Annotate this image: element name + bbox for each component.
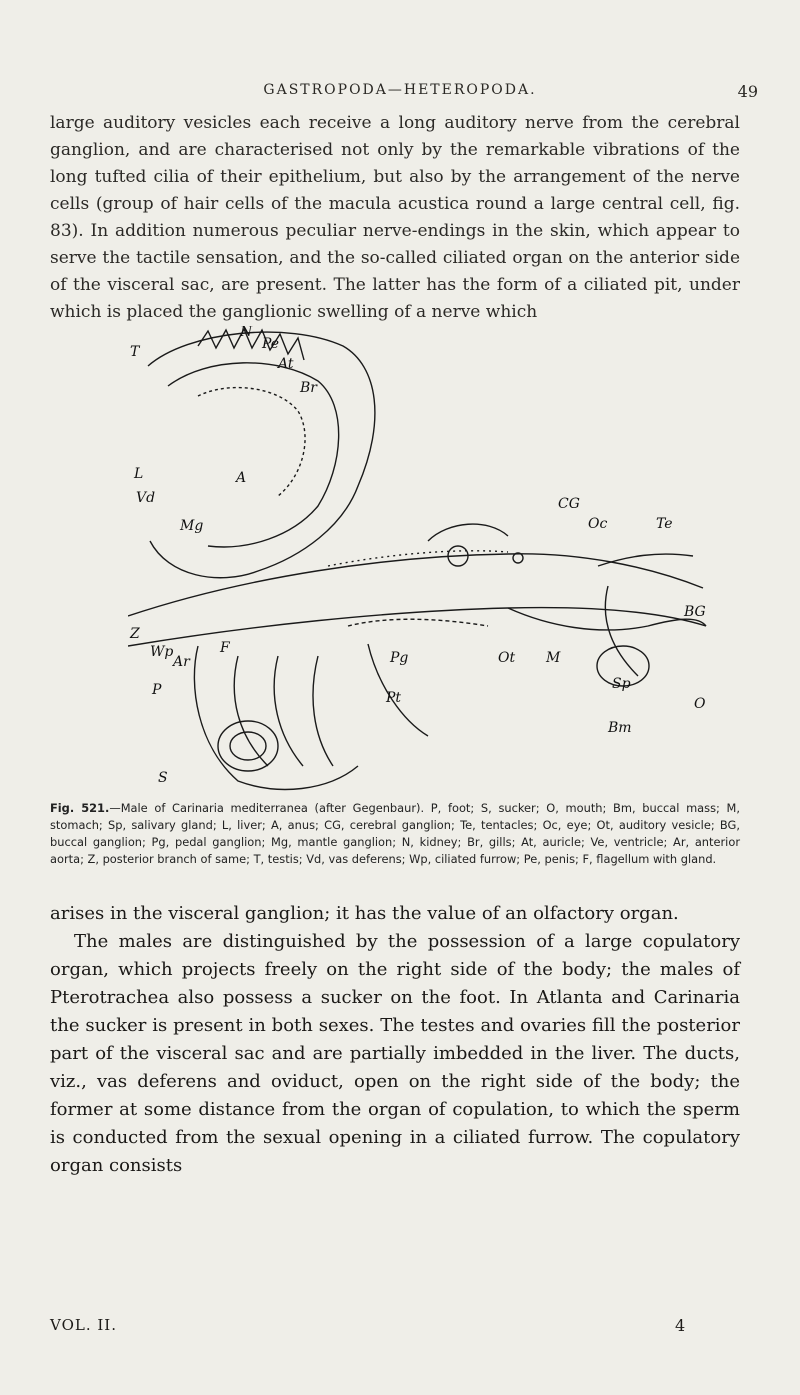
anatomical-illustration [128,326,708,792]
label-At: At [278,356,294,372]
page-header [0,82,800,106]
caption-text: —Male of Carinaria mediterranea (after Gegenbaur). P, foot; S, sucker; O, mouth; Bm, buccal mass; M, stomach; Sp, salivary gland; L, liver; A, anus; CG, cerebral ganglion; Te, tentacles; Oc, eye; Ot, auditory vesicle; BG, buccal ganglion; Pg, pedal ganglion; Mg, mantle ganglion; N, kidney; Br, gills; At, auricle; Ve, ventricle; Ar, anterior aorta; Z, posterior branch of same; T, testis; Vd, vas deferens; Wp, ciliated furrow; Pe, penis; F, flagellum with gland. [50,801,740,866]
paragraph-1: large auditory vesicles each receive a long auditory nerve from the cerebral ganglion, and are characterised not only by the remarkable vibrations of the long tufted cilia of their epithelium, but also by the arrangement of the nerve cells (group of hair cells of the macula acustica round a large central cell, fig. 83). In addition numerous peculiar nerve-endings in the skin, which appear to serve the tactile sensation, and the so-called ciliated organ on the anterior side of the visceral sac, are present. The latter has the form of a ciliated pit, under which is placed the ganglionic swelling of a nerve which [50,113,740,322]
running-title: GASTROPODA—HETEROPODA. [263,82,537,98]
label-Pg: Pg [390,650,409,666]
label-O: O [694,696,706,712]
volume-label: VOL. II. [50,1316,117,1334]
label-T: T [130,344,140,360]
paragraph-2 [50,900,740,1180]
label-Te: Te [656,516,673,532]
figure-reference: Fig. 521. [50,801,110,815]
label-P: P [152,682,162,698]
label-Pe: Pe [262,336,280,352]
label-L: L [134,466,144,482]
paragraph-2-body-wrap [50,928,740,1180]
label-Vd: Vd [136,490,156,506]
label-Pt: Pt [386,690,402,706]
page-footer [0,1316,800,1340]
label-Ot: Ot [498,650,516,666]
label-BG: BG [684,604,706,620]
label-Oc: Oc [588,516,608,532]
label-M: M [546,650,561,666]
label-Wp: Wp [150,644,174,660]
figure-caption [50,800,740,868]
label-Ar: Ar [173,654,190,670]
paragraph-2-body: The males are distinguished by the possession of a large copulatory organ, which projects freely on the right side of the body; the males of Pterotrachea also possess a sucker on the foot. In Atlanta and Carinaria the sucker is present in both sexes. The testes and ovaries fill the posterior part of the visceral sac and are partially imbedded in the liver. The ducts, viz., vas deferens and oviduct, open on the right side of the body; the former at some distance from the organ of copulation, to which the sperm is conducted from the sexual opening in a ciliated furrow. The copulatory organ consists [50,931,740,1176]
label-A: A [236,470,247,486]
label-Br: Br [300,380,317,396]
label-Sp: Sp [612,676,631,692]
label-Mg: Mg [180,518,204,534]
label-S: S [158,770,168,786]
signature-mark: 4 [675,1316,686,1335]
label-N: N [240,326,253,340]
label-Bm: Bm [608,720,632,736]
paragraph-2-first-line: arises in the visceral ganglion; it has the value of an olfactory organ. [50,903,679,924]
label-CG: CG [558,496,580,512]
label-Z: Z [130,626,140,642]
label-F: F [220,640,230,656]
figure-labels [129,326,706,786]
figure-carinaria [128,326,708,792]
page-number: 49 [737,82,758,101]
